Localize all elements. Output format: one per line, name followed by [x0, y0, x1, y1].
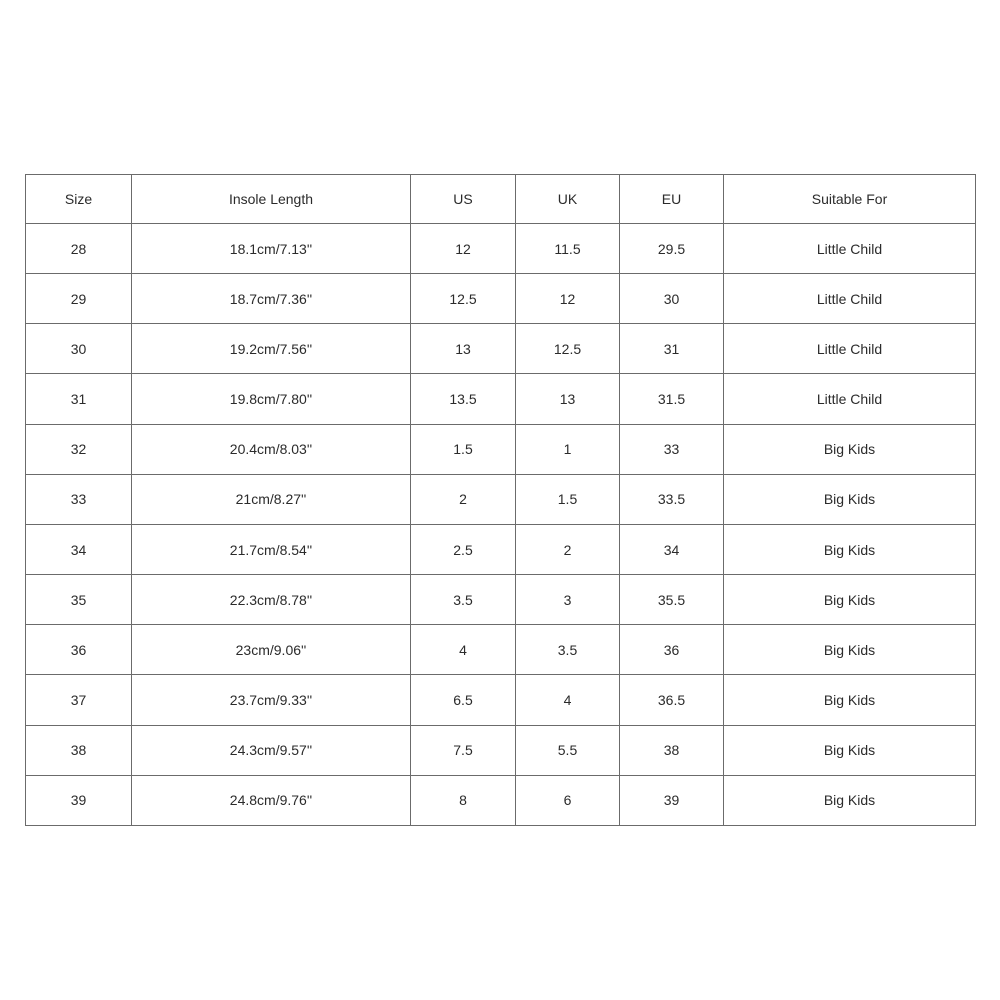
table-row	[26, 725, 976, 775]
cell-suitable-for: Little Child	[724, 274, 976, 324]
table-header	[26, 175, 976, 224]
cell-insole-length: 21.7cm/8.54''	[132, 524, 411, 574]
cell-insole-length: 20.4cm/8.03''	[132, 424, 411, 474]
cell-suitable-for: Big Kids	[724, 775, 976, 825]
table-row	[26, 675, 976, 725]
cell-suitable-for: Little Child	[724, 374, 976, 424]
cell-eu: 38	[620, 725, 724, 775]
cell-us: 13.5	[411, 374, 516, 424]
cell-eu: 39	[620, 775, 724, 825]
cell-us: 1.5	[411, 424, 516, 474]
cell-size: 34	[26, 524, 132, 574]
table-row	[26, 575, 976, 625]
cell-size: 30	[26, 324, 132, 374]
cell-uk: 12	[516, 274, 620, 324]
cell-suitable-for: Little Child	[724, 324, 976, 374]
cell-uk: 1	[516, 424, 620, 474]
cell-size: 32	[26, 424, 132, 474]
header-eu: EU	[620, 175, 724, 224]
table-row	[26, 625, 976, 675]
cell-uk: 13	[516, 374, 620, 424]
cell-eu: 33.5	[620, 474, 724, 524]
cell-suitable-for: Big Kids	[724, 625, 976, 675]
cell-us: 12.5	[411, 274, 516, 324]
cell-us: 3.5	[411, 575, 516, 625]
cell-us: 4	[411, 625, 516, 675]
header-us: US	[411, 175, 516, 224]
table-row	[26, 224, 976, 274]
cell-us: 12	[411, 224, 516, 274]
cell-insole-length: 24.8cm/9.76''	[132, 775, 411, 825]
cell-insole-length: 22.3cm/8.78''	[132, 575, 411, 625]
cell-insole-length: 18.7cm/7.36''	[132, 274, 411, 324]
cell-uk: 2	[516, 524, 620, 574]
table-row	[26, 474, 976, 524]
cell-uk: 5.5	[516, 725, 620, 775]
table-row	[26, 424, 976, 474]
cell-suitable-for: Big Kids	[724, 424, 976, 474]
table-row	[26, 524, 976, 574]
cell-us: 13	[411, 324, 516, 374]
cell-eu: 31	[620, 324, 724, 374]
cell-insole-length: 23cm/9.06''	[132, 625, 411, 675]
cell-size: 37	[26, 675, 132, 725]
cell-eu: 31.5	[620, 374, 724, 424]
cell-suitable-for: Big Kids	[724, 675, 976, 725]
cell-uk: 4	[516, 675, 620, 725]
cell-insole-length: 23.7cm/9.33''	[132, 675, 411, 725]
table-row	[26, 374, 976, 424]
header-suitable-for: Suitable For	[724, 175, 976, 224]
cell-insole-length: 19.8cm/7.80''	[132, 374, 411, 424]
cell-suitable-for: Big Kids	[724, 575, 976, 625]
cell-size: 39	[26, 775, 132, 825]
header-row	[26, 175, 976, 224]
cell-uk: 12.5	[516, 324, 620, 374]
header-insole-length: Insole Length	[132, 175, 411, 224]
cell-suitable-for: Big Kids	[724, 524, 976, 574]
cell-size: 38	[26, 725, 132, 775]
cell-uk: 1.5	[516, 474, 620, 524]
cell-eu: 33	[620, 424, 724, 474]
cell-insole-length: 24.3cm/9.57''	[132, 725, 411, 775]
cell-uk: 11.5	[516, 224, 620, 274]
header-uk: UK	[516, 175, 620, 224]
cell-suitable-for: Big Kids	[724, 725, 976, 775]
cell-size: 28	[26, 224, 132, 274]
cell-eu: 30	[620, 274, 724, 324]
cell-size: 35	[26, 575, 132, 625]
cell-us: 6.5	[411, 675, 516, 725]
size-chart-table	[25, 174, 976, 826]
cell-insole-length: 19.2cm/7.56''	[132, 324, 411, 374]
cell-suitable-for: Little Child	[724, 224, 976, 274]
cell-suitable-for: Big Kids	[724, 474, 976, 524]
cell-us: 7.5	[411, 725, 516, 775]
cell-size: 31	[26, 374, 132, 424]
cell-us: 2.5	[411, 524, 516, 574]
cell-eu: 29.5	[620, 224, 724, 274]
cell-eu: 36.5	[620, 675, 724, 725]
cell-uk: 3	[516, 575, 620, 625]
cell-insole-length: 18.1cm/7.13''	[132, 224, 411, 274]
header-size: Size	[26, 175, 132, 224]
table-row	[26, 775, 976, 825]
cell-us: 2	[411, 474, 516, 524]
cell-us: 8	[411, 775, 516, 825]
cell-uk: 6	[516, 775, 620, 825]
cell-size: 36	[26, 625, 132, 675]
cell-insole-length: 21cm/8.27''	[132, 474, 411, 524]
cell-uk: 3.5	[516, 625, 620, 675]
cell-size: 33	[26, 474, 132, 524]
table-row	[26, 274, 976, 324]
cell-eu: 34	[620, 524, 724, 574]
cell-eu: 35.5	[620, 575, 724, 625]
cell-size: 29	[26, 274, 132, 324]
cell-eu: 36	[620, 625, 724, 675]
table-body	[26, 224, 976, 826]
table-row	[26, 324, 976, 374]
